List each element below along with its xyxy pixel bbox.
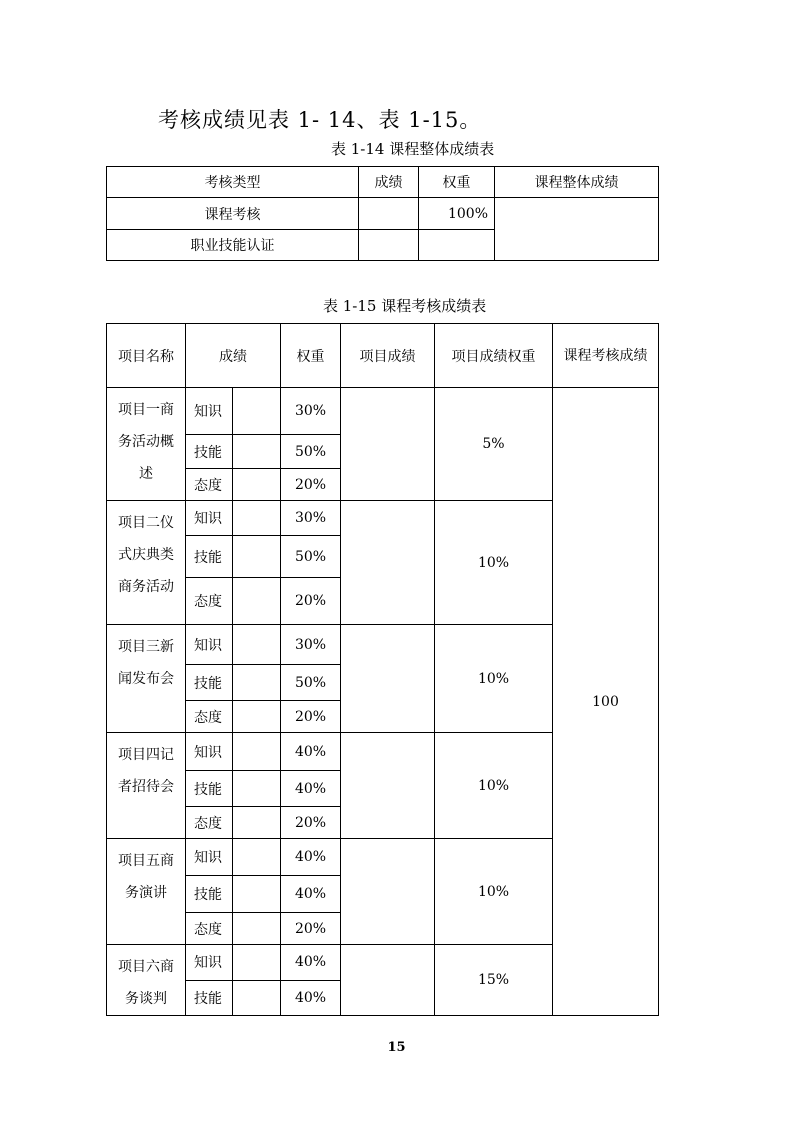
- item-label-cell: 态度: [186, 578, 233, 625]
- project-name-cell: 项目三新闻发布会: [107, 625, 186, 733]
- header-project-score: 项目成绩: [341, 324, 435, 388]
- assessment-type-cell: 职业技能认证: [107, 230, 359, 261]
- item-score-cell: [233, 807, 281, 839]
- item-label-cell: 态度: [186, 807, 233, 839]
- item-label-cell: 技能: [186, 876, 233, 913]
- header-project-score-weight: 项目成绩权重: [435, 324, 553, 388]
- weight-cell: [419, 230, 495, 261]
- item-weight-cell: 30%: [281, 501, 341, 536]
- item-label-cell: 知识: [186, 733, 233, 771]
- table-row: [107, 198, 659, 230]
- item-label-cell: 知识: [186, 839, 233, 876]
- item-label-cell: 态度: [186, 469, 233, 501]
- project-name-cell: 项目四记者招待会: [107, 733, 186, 839]
- item-weight-cell: 50%: [281, 536, 341, 578]
- item-weight-cell: 20%: [281, 913, 341, 945]
- item-label-cell: 技能: [186, 980, 233, 1016]
- item-score-cell: [233, 665, 281, 701]
- item-score-cell: [233, 771, 281, 807]
- header-project-name: 项目名称: [107, 324, 186, 388]
- project-score-cell: [341, 839, 435, 945]
- project-name-cell: 项目二仪式庆典类商务活动: [107, 501, 186, 625]
- item-score-cell: [233, 501, 281, 536]
- table-15: [106, 323, 659, 1016]
- project-weight-cell: 15%: [435, 945, 553, 1016]
- item-score-cell: [233, 876, 281, 913]
- item-weight-cell: 30%: [281, 625, 341, 665]
- project-score-cell: [341, 945, 435, 1016]
- project-score-cell: [341, 388, 435, 501]
- item-weight-cell: 40%: [281, 980, 341, 1016]
- item-label-cell: 态度: [186, 913, 233, 945]
- table-14-caption: 表 1-14 课程整体成绩表: [331, 140, 495, 158]
- item-weight-cell: 20%: [281, 701, 341, 733]
- header-course-assessment-score: 课程考核成绩: [553, 324, 659, 388]
- item-score-cell: [233, 733, 281, 771]
- project-name-cell: 项目六商务谈判: [107, 945, 186, 1016]
- project-weight-cell: 10%: [435, 501, 553, 625]
- item-label-cell: 知识: [186, 625, 233, 665]
- item-label-cell: 知识: [186, 501, 233, 536]
- header-weight: 权重: [419, 167, 495, 198]
- item-score-cell: [233, 701, 281, 733]
- course-score-cell: 100: [553, 388, 659, 1016]
- table-14: [106, 166, 659, 261]
- item-score-cell: [233, 469, 281, 501]
- item-label-cell: 技能: [186, 536, 233, 578]
- item-label-cell: 技能: [186, 771, 233, 807]
- item-score-cell: [233, 578, 281, 625]
- table-15-caption: 表 1-15 课程考核成绩表: [323, 297, 487, 315]
- item-score-cell: [233, 913, 281, 945]
- project-weight-cell: 10%: [435, 733, 553, 839]
- item-weight-cell: 30%: [281, 388, 341, 435]
- project-score-cell: [341, 625, 435, 733]
- page-number: 15: [387, 1040, 406, 1055]
- item-label-cell: 技能: [186, 435, 233, 469]
- weight-cell: 100%: [419, 198, 495, 230]
- item-weight-cell: 40%: [281, 733, 341, 771]
- item-label-cell: 知识: [186, 388, 233, 435]
- project-name-cell: 项目一商务活动概述: [107, 388, 186, 501]
- item-score-cell: [233, 388, 281, 435]
- item-weight-cell: 20%: [281, 469, 341, 501]
- item-weight-cell: 50%: [281, 435, 341, 469]
- intro-text: 考核成绩见表 1- 14、表 1-15。: [158, 108, 482, 132]
- item-weight-cell: 40%: [281, 771, 341, 807]
- overall-score-cell: [495, 198, 659, 261]
- project-weight-cell: 10%: [435, 625, 553, 733]
- header-score: 成绩: [186, 324, 281, 388]
- item-score-cell: [233, 839, 281, 876]
- item-label-cell: 技能: [186, 665, 233, 701]
- item-label-cell: 知识: [186, 945, 233, 981]
- item-weight-cell: 20%: [281, 578, 341, 625]
- item-weight-cell: 50%: [281, 665, 341, 701]
- project-weight-cell: 10%: [435, 839, 553, 945]
- item-weight-cell: 40%: [281, 876, 341, 913]
- item-score-cell: [233, 945, 281, 981]
- score-cell: [359, 198, 419, 230]
- project-weight-cell: 5%: [435, 388, 553, 501]
- header-overall-score: 课程整体成绩: [495, 167, 659, 198]
- project-name-cell: 项目五商务演讲: [107, 839, 186, 945]
- item-score-cell: [233, 435, 281, 469]
- score-cell: [359, 230, 419, 261]
- item-score-cell: [233, 980, 281, 1016]
- project-score-cell: [341, 733, 435, 839]
- item-weight-cell: 20%: [281, 807, 341, 839]
- assessment-type-cell: 课程考核: [107, 198, 359, 230]
- table-row: [107, 388, 659, 435]
- item-score-cell: [233, 625, 281, 665]
- header-weight: 权重: [281, 324, 341, 388]
- item-score-cell: [233, 536, 281, 578]
- header-score: 成绩: [359, 167, 419, 198]
- item-weight-cell: 40%: [281, 839, 341, 876]
- item-label-cell: 态度: [186, 701, 233, 733]
- header-assessment-type: 考核类型: [107, 167, 359, 198]
- item-weight-cell: 40%: [281, 945, 341, 981]
- project-score-cell: [341, 501, 435, 625]
